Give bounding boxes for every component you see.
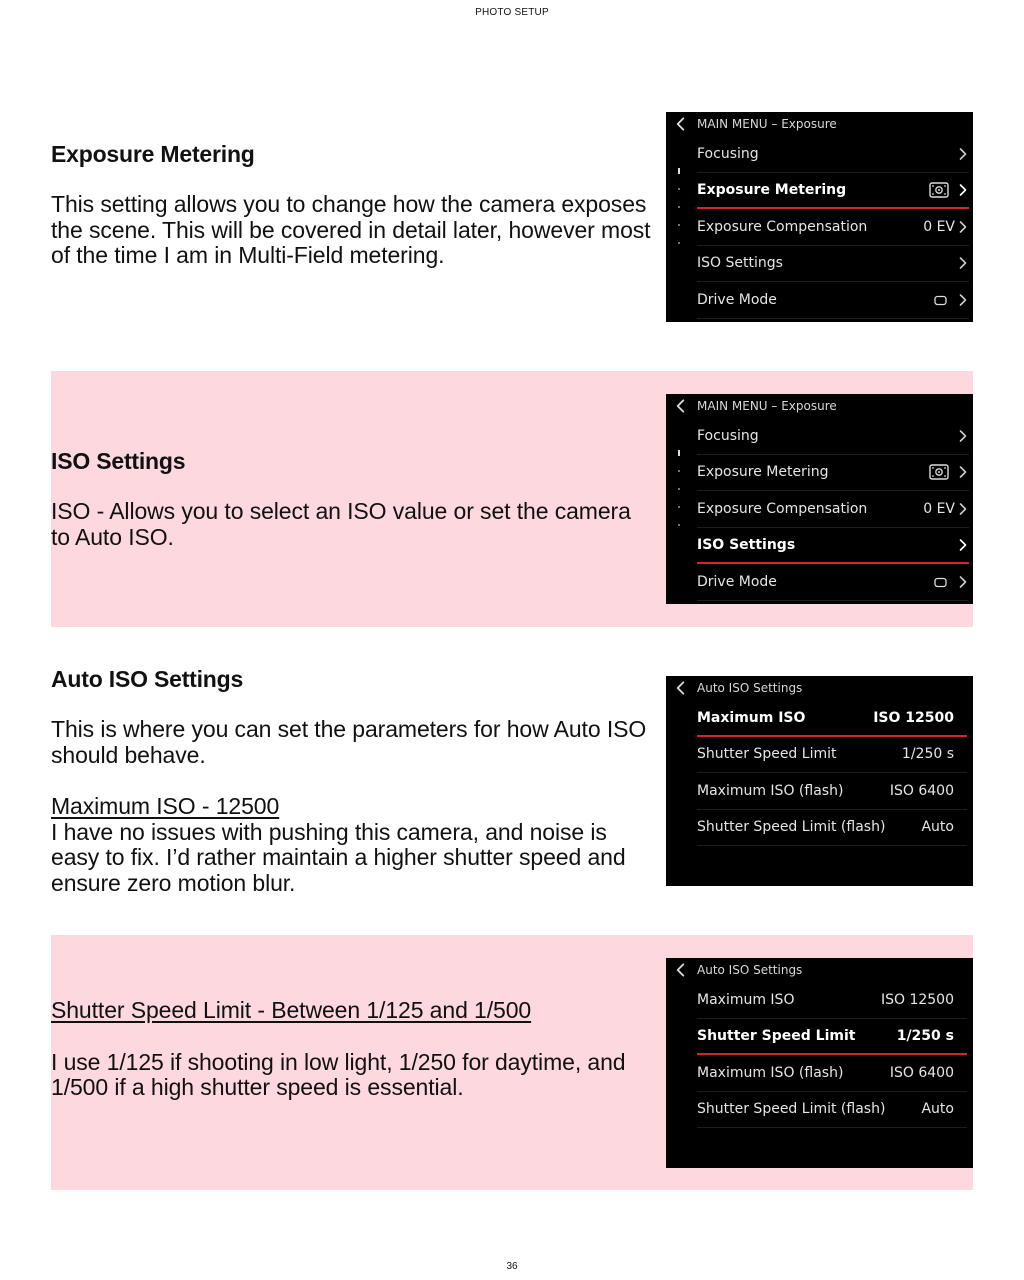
chevron-right-icon [959, 502, 967, 516]
menu-row[interactable] [697, 1056, 967, 1092]
camera-screen [666, 676, 973, 886]
menu-row-label: Drive Mode [697, 291, 777, 308]
menu-row-label: ISO Settings [697, 255, 783, 272]
menu-row-label: Shutter Speed Limit [697, 746, 837, 763]
menu-row-value: Auto [921, 819, 954, 836]
menu-row[interactable] [697, 701, 967, 737]
menu-row-value: ISO 6400 [889, 1064, 954, 1081]
menu-row-label: Maximum ISO [697, 992, 795, 1008]
sub-heading: Shutter Speed Limit - Between 1/125 and 1/500 [51, 997, 532, 1023]
menu-row[interactable] [697, 528, 969, 564]
menu-row[interactable] [697, 419, 969, 455]
chevron-right-icon [959, 220, 967, 234]
section-exposure-metering [51, 140, 651, 269]
section-heading: ISO Settings [51, 448, 186, 474]
menu-row-label: Shutter Speed Limit (flash) [697, 1101, 886, 1118]
menu-row-label: Focusing [697, 428, 759, 444]
camera-screen [666, 394, 973, 604]
metering-icon [929, 464, 949, 480]
menu-row[interactable] [697, 1092, 967, 1128]
section-body: This setting allows you to change how the camera exposes the scene. This will be covered in detail later, however most of the time I am in Multi-Field metering. [51, 191, 651, 268]
menu-row[interactable] [697, 1019, 967, 1055]
chevron-right-icon [959, 429, 967, 443]
menu-row[interactable] [697, 737, 967, 773]
menu-row[interactable] [697, 565, 969, 601]
section-iso-settings [51, 447, 651, 550]
chevron-right-icon [959, 293, 967, 307]
menu-row-value: ISO 6400 [889, 782, 954, 799]
menu-row[interactable] [697, 983, 967, 1019]
menu-row[interactable] [697, 173, 969, 209]
chevron-right-icon [959, 183, 967, 197]
sub-heading: Maximum ISO - 12500 [51, 793, 280, 819]
menu-row-value: 0 EV [923, 218, 955, 235]
sub-body: I have no issues with pushing this camera, and noise is easy to fix. I’d rather maintain a higher shutter speed and ensure zero motion blur. [51, 818, 626, 896]
running-head: PHOTO SETUP [475, 7, 549, 18]
section-auto-iso-settings [51, 665, 651, 896]
menu-row-label: ISO Settings [697, 537, 796, 554]
section-body: ISO - Allows you to select an ISO value or set the camera to Auto ISO. [51, 498, 631, 550]
section-heading: Auto ISO Settings [51, 666, 244, 692]
menu-row-label: Shutter Speed Limit [697, 1028, 856, 1045]
menu-row-label: Exposure Compensation [697, 218, 868, 235]
section-body: I use 1/125 if shooting in low light, 1/250 for daytime, and 1/500 if a high shutter speed is essential. [51, 1048, 626, 1100]
menu-row-label: Exposure Compensation [697, 500, 868, 517]
menu-row[interactable] [697, 246, 969, 282]
menu-row-label: Exposure Metering [697, 464, 829, 481]
back-chevron-icon [676, 680, 685, 696]
menu-row-value: 0 EV [923, 500, 955, 517]
menu-row[interactable] [697, 283, 969, 319]
drive-single-icon [934, 295, 947, 307]
menu-row-label: Focusing [697, 146, 759, 162]
menu-row[interactable] [697, 774, 967, 810]
section-heading: Exposure Metering [51, 141, 255, 167]
menu-row-value: ISO 12500 [880, 992, 954, 1008]
metering-icon [929, 182, 949, 198]
drive-single-icon [934, 577, 947, 589]
menu-row-value: 1/250 s [901, 746, 954, 763]
chevron-right-icon [959, 256, 967, 270]
menu-row-value: Auto [921, 1101, 954, 1118]
screen-title: MAIN MENU – Exposure [697, 399, 837, 413]
screen-title: Auto ISO Settings [697, 681, 803, 695]
screen-title: Auto ISO Settings [697, 963, 803, 977]
scroll-indicator [678, 450, 682, 542]
screen-title: MAIN MENU – Exposure [697, 117, 837, 131]
section-shutter-speed-limit [51, 998, 651, 1101]
page-number: 36 [506, 1261, 518, 1272]
menu-row-label: Maximum ISO (flash) [697, 1064, 844, 1081]
menu-row[interactable] [697, 810, 967, 846]
menu-row-label: Maximum ISO [697, 710, 806, 726]
menu-row-label: Drive Mode [697, 573, 777, 590]
back-chevron-icon [676, 962, 685, 978]
scroll-indicator [678, 168, 682, 260]
section-body: This is where you can set the parameters for how Auto ISO should behave. [51, 716, 647, 768]
menu-row[interactable] [697, 137, 969, 173]
menu-row[interactable] [697, 210, 969, 246]
camera-screen [666, 958, 973, 1168]
chevron-right-icon [959, 465, 967, 479]
menu-row-label: Shutter Speed Limit (flash) [697, 819, 886, 836]
chevron-right-icon [959, 538, 967, 552]
menu-row-value: ISO 12500 [873, 710, 954, 726]
camera-screen [666, 112, 973, 322]
chevron-right-icon [959, 575, 967, 589]
chevron-right-icon [959, 147, 967, 161]
back-chevron-icon [676, 398, 685, 414]
menu-row-value: 1/250 s [896, 1028, 954, 1045]
menu-row-label: Maximum ISO (flash) [697, 782, 844, 799]
menu-row[interactable] [697, 455, 969, 491]
menu-row-label: Exposure Metering [697, 182, 847, 199]
menu-row[interactable] [697, 492, 969, 528]
back-chevron-icon [676, 116, 685, 132]
